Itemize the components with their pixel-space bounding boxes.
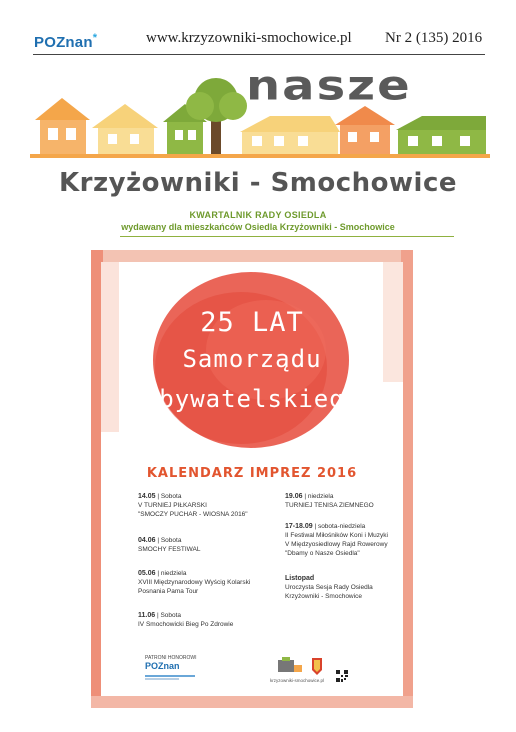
- event-line: IV Smochowicki Bieg Po Zdrowie: [138, 621, 234, 628]
- event-item: [138, 536, 200, 554]
- qr-code-icon: [336, 670, 348, 682]
- event-line: XVIII Międzynarodowy Wyścig Kolarski: [138, 579, 251, 586]
- event-item: [285, 492, 374, 510]
- masthead-title: Krzyżowniki - Smochowice: [58, 168, 458, 198]
- patron-poznan-logo: POZnan: [145, 661, 180, 671]
- event-day: | sobota-niedziela: [312, 523, 366, 530]
- event-line: II Festiwal Miłośników Koni i Muzyki: [285, 532, 388, 539]
- patron-label: PATRONI HONOROWI: [145, 655, 197, 661]
- event-line: "Dbamy o Nasze Osiedla": [285, 550, 360, 557]
- event-day: | niedziela: [302, 493, 334, 500]
- poster-headline-line-2: Samorządu: [182, 345, 322, 373]
- event-line: V TURNIEJ PIŁKARSKI: [138, 502, 207, 509]
- event-item: [138, 492, 248, 519]
- event-line: "SMOCZY PUCHAR - WIOSNA 2016": [138, 511, 248, 518]
- event-line: Krzyżowniki - Smochowice: [285, 593, 362, 600]
- event-date: 11.06: [138, 612, 156, 619]
- event-item: [285, 574, 373, 601]
- event-day: | Sobota: [155, 537, 182, 544]
- event-date: 19.06: [285, 493, 303, 500]
- event-item: [285, 522, 388, 558]
- event-item: [138, 569, 250, 596]
- calendar-title: KALENDARZ IMPREZ 2016: [146, 466, 358, 481]
- event-date: 17-18.09: [285, 523, 313, 530]
- nasze-wordmark: nasze: [246, 62, 412, 110]
- poznan-logo-text: POZnan: [34, 34, 93, 51]
- issue-number: Nr 2 (135) 2016: [385, 30, 483, 46]
- subtitle-line-1: KWARTALNIK RADY OSIEDLA: [189, 210, 327, 220]
- poster-headline-line-3: Obywatelskiego: [143, 385, 361, 413]
- subtitle-divider: [120, 236, 454, 237]
- subtitle-line-2: wydawany dla mieszkańców Osiedla Krzyżowniki - Smochowice: [121, 222, 395, 232]
- event-day: | Sobota: [155, 493, 182, 500]
- event-date: 14.05: [138, 493, 156, 500]
- footer-url: krzyzowniki-smochowice.pl: [270, 678, 325, 683]
- poznan-logo: [34, 34, 97, 51]
- site-url-link[interactable]: www.krzyzowniki-smochowice.pl: [146, 30, 352, 46]
- event-item: [138, 611, 233, 629]
- event-date: 05.06: [138, 570, 156, 577]
- event-date: Listopad: [285, 575, 315, 582]
- poster-headline-line-1: 25 LAT: [200, 307, 304, 338]
- header-divider: [33, 54, 485, 55]
- poznan-star-icon: *: [92, 32, 98, 44]
- event-day: | Sobota: [155, 612, 182, 619]
- event-line: Uroczysta Sesja Rady Osiedla: [285, 584, 373, 591]
- patron-logo-bar: [145, 675, 195, 681]
- event-line: V Międzyosiedlowy Rajd Rowerowy: [285, 541, 388, 548]
- event-day: | niedziela: [155, 570, 187, 577]
- event-line: Posnania Pama Tour: [138, 588, 199, 595]
- event-date: 04.06: [138, 537, 156, 544]
- event-line: TURNIEJ TENISA ZIEMNEGO: [285, 502, 374, 509]
- event-line: SMOCHY FESTIWAL: [138, 546, 201, 553]
